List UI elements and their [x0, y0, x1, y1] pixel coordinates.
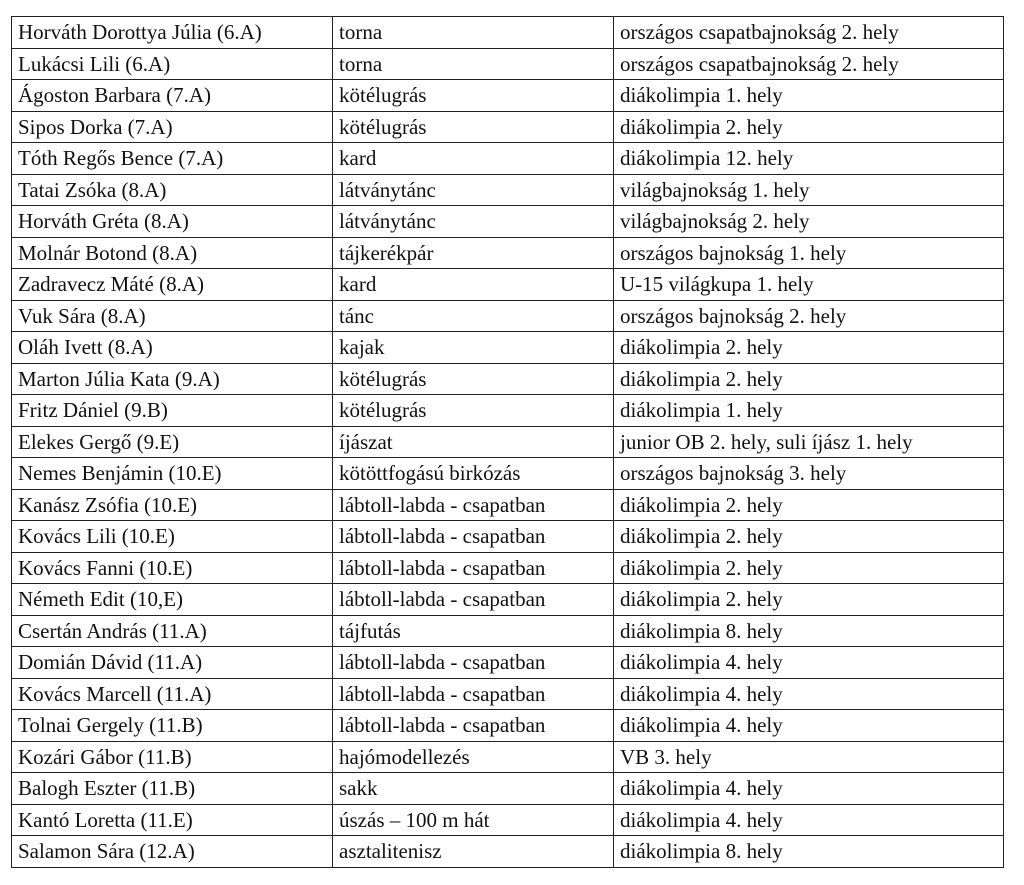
student-name-cell: Csertán András (11.A): [12, 615, 333, 647]
result-cell: U-15 világkupa 1. hely: [614, 269, 1004, 301]
table-row: [12, 48, 1004, 80]
sport-cell: kard: [333, 269, 614, 301]
result-cell: diákolimpia 2. hely: [614, 332, 1004, 364]
sport-cell: lábtoll-labda - csapatban: [333, 552, 614, 584]
result-cell: diákolimpia 1. hely: [614, 80, 1004, 112]
table-row: [12, 552, 1004, 584]
sport-cell: kard: [333, 143, 614, 175]
table-row: [12, 710, 1004, 742]
sport-cell: lábtoll-labda - csapatban: [333, 489, 614, 521]
table-row: [12, 300, 1004, 332]
result-cell: diákolimpia 1. hely: [614, 395, 1004, 427]
student-name-cell: Tatai Zsóka (8.A): [12, 174, 333, 206]
student-name-cell: Ágoston Barbara (7.A): [12, 80, 333, 112]
table-row: [12, 174, 1004, 206]
result-cell: junior OB 2. hely, suli íjász 1. hely: [614, 426, 1004, 458]
sport-cell: torna: [333, 17, 614, 49]
table-row: [12, 741, 1004, 773]
sport-cell: hajómodellezés: [333, 741, 614, 773]
student-name-cell: Elekes Gergő (9.E): [12, 426, 333, 458]
table-row: [12, 489, 1004, 521]
sport-cell: lábtoll-labda - csapatban: [333, 584, 614, 616]
student-name-cell: Salamon Sára (12.A): [12, 836, 333, 868]
student-name-cell: Tolnai Gergely (11.B): [12, 710, 333, 742]
sport-cell: látványtánc: [333, 206, 614, 238]
table-row: [12, 584, 1004, 616]
table-row: [12, 615, 1004, 647]
table-row: [12, 395, 1004, 427]
sport-cell: sakk: [333, 773, 614, 805]
result-cell: diákolimpia 2. hely: [614, 489, 1004, 521]
student-name-cell: Lukácsi Lili (6.A): [12, 48, 333, 80]
table-row: [12, 426, 1004, 458]
student-name-cell: Horváth Gréta (8.A): [12, 206, 333, 238]
result-cell: diákolimpia 2. hely: [614, 111, 1004, 143]
table-row: [12, 332, 1004, 364]
sport-cell: lábtoll-labda - csapatban: [333, 710, 614, 742]
sport-cell: kötöttfogású birkózás: [333, 458, 614, 490]
result-cell: diákolimpia 4. hely: [614, 710, 1004, 742]
student-name-cell: Horváth Dorottya Júlia (6.A): [12, 17, 333, 49]
sport-cell: tájkerékpár: [333, 237, 614, 269]
student-results-table: [11, 16, 1004, 868]
sport-cell: tánc: [333, 300, 614, 332]
result-cell: diákolimpia 8. hely: [614, 615, 1004, 647]
student-name-cell: Vuk Sára (8.A): [12, 300, 333, 332]
table-row: [12, 80, 1004, 112]
table-row: [12, 111, 1004, 143]
student-name-cell: Marton Júlia Kata (9.A): [12, 363, 333, 395]
result-cell: diákolimpia 4. hely: [614, 678, 1004, 710]
results-table-body: [12, 17, 1004, 868]
student-name-cell: Kovács Fanni (10.E): [12, 552, 333, 584]
result-cell: országos csapatbajnokság 2. hely: [614, 17, 1004, 49]
student-name-cell: Kozári Gábor (11.B): [12, 741, 333, 773]
sport-cell: torna: [333, 48, 614, 80]
result-cell: világbajnokság 2. hely: [614, 206, 1004, 238]
table-row: [12, 647, 1004, 679]
student-name-cell: Németh Edit (10,E): [12, 584, 333, 616]
result-cell: diákolimpia 2. hely: [614, 363, 1004, 395]
student-name-cell: Oláh Ivett (8.A): [12, 332, 333, 364]
table-row: [12, 143, 1004, 175]
table-row: [12, 773, 1004, 805]
result-cell: országos bajnokság 2. hely: [614, 300, 1004, 332]
sport-cell: lábtoll-labda - csapatban: [333, 647, 614, 679]
sport-cell: kötélugrás: [333, 395, 614, 427]
student-name-cell: Zadravecz Máté (8.A): [12, 269, 333, 301]
table-row: [12, 458, 1004, 490]
student-name-cell: Balogh Eszter (11.B): [12, 773, 333, 805]
result-cell: diákolimpia 8. hely: [614, 836, 1004, 868]
sport-cell: kötélugrás: [333, 111, 614, 143]
table-row: [12, 521, 1004, 553]
table-row: [12, 836, 1004, 868]
student-name-cell: Kovács Lili (10.E): [12, 521, 333, 553]
student-name-cell: Nemes Benjámin (10.E): [12, 458, 333, 490]
result-cell: világbajnokság 1. hely: [614, 174, 1004, 206]
results-table-container: [11, 16, 1004, 868]
result-cell: VB 3. hely: [614, 741, 1004, 773]
result-cell: diákolimpia 2. hely: [614, 521, 1004, 553]
result-cell: diákolimpia 2. hely: [614, 584, 1004, 616]
result-cell: országos bajnokság 1. hely: [614, 237, 1004, 269]
table-row: [12, 17, 1004, 49]
sport-cell: úszás – 100 m hát: [333, 804, 614, 836]
sport-cell: íjászat: [333, 426, 614, 458]
sport-cell: lábtoll-labda - csapatban: [333, 521, 614, 553]
sport-cell: tájfutás: [333, 615, 614, 647]
sport-cell: kajak: [333, 332, 614, 364]
sport-cell: asztalitenisz: [333, 836, 614, 868]
result-cell: diákolimpia 4. hely: [614, 773, 1004, 805]
student-name-cell: Domián Dávid (11.A): [12, 647, 333, 679]
student-name-cell: Tóth Regős Bence (7.A): [12, 143, 333, 175]
table-row: [12, 804, 1004, 836]
sport-cell: lábtoll-labda - csapatban: [333, 678, 614, 710]
table-row: [12, 237, 1004, 269]
sport-cell: látványtánc: [333, 174, 614, 206]
result-cell: országos csapatbajnokság 2. hely: [614, 48, 1004, 80]
student-name-cell: Fritz Dániel (9.B): [12, 395, 333, 427]
sport-cell: kötélugrás: [333, 363, 614, 395]
student-name-cell: Kovács Marcell (11.A): [12, 678, 333, 710]
student-name-cell: Sipos Dorka (7.A): [12, 111, 333, 143]
result-cell: diákolimpia 12. hely: [614, 143, 1004, 175]
table-row: [12, 363, 1004, 395]
result-cell: országos bajnokság 3. hely: [614, 458, 1004, 490]
student-name-cell: Kantó Loretta (11.E): [12, 804, 333, 836]
sport-cell: kötélugrás: [333, 80, 614, 112]
student-name-cell: Kanász Zsófia (10.E): [12, 489, 333, 521]
result-cell: diákolimpia 4. hely: [614, 647, 1004, 679]
table-row: [12, 206, 1004, 238]
result-cell: diákolimpia 2. hely: [614, 552, 1004, 584]
result-cell: diákolimpia 4. hely: [614, 804, 1004, 836]
table-row: [12, 269, 1004, 301]
student-name-cell: Molnár Botond (8.A): [12, 237, 333, 269]
table-row: [12, 678, 1004, 710]
